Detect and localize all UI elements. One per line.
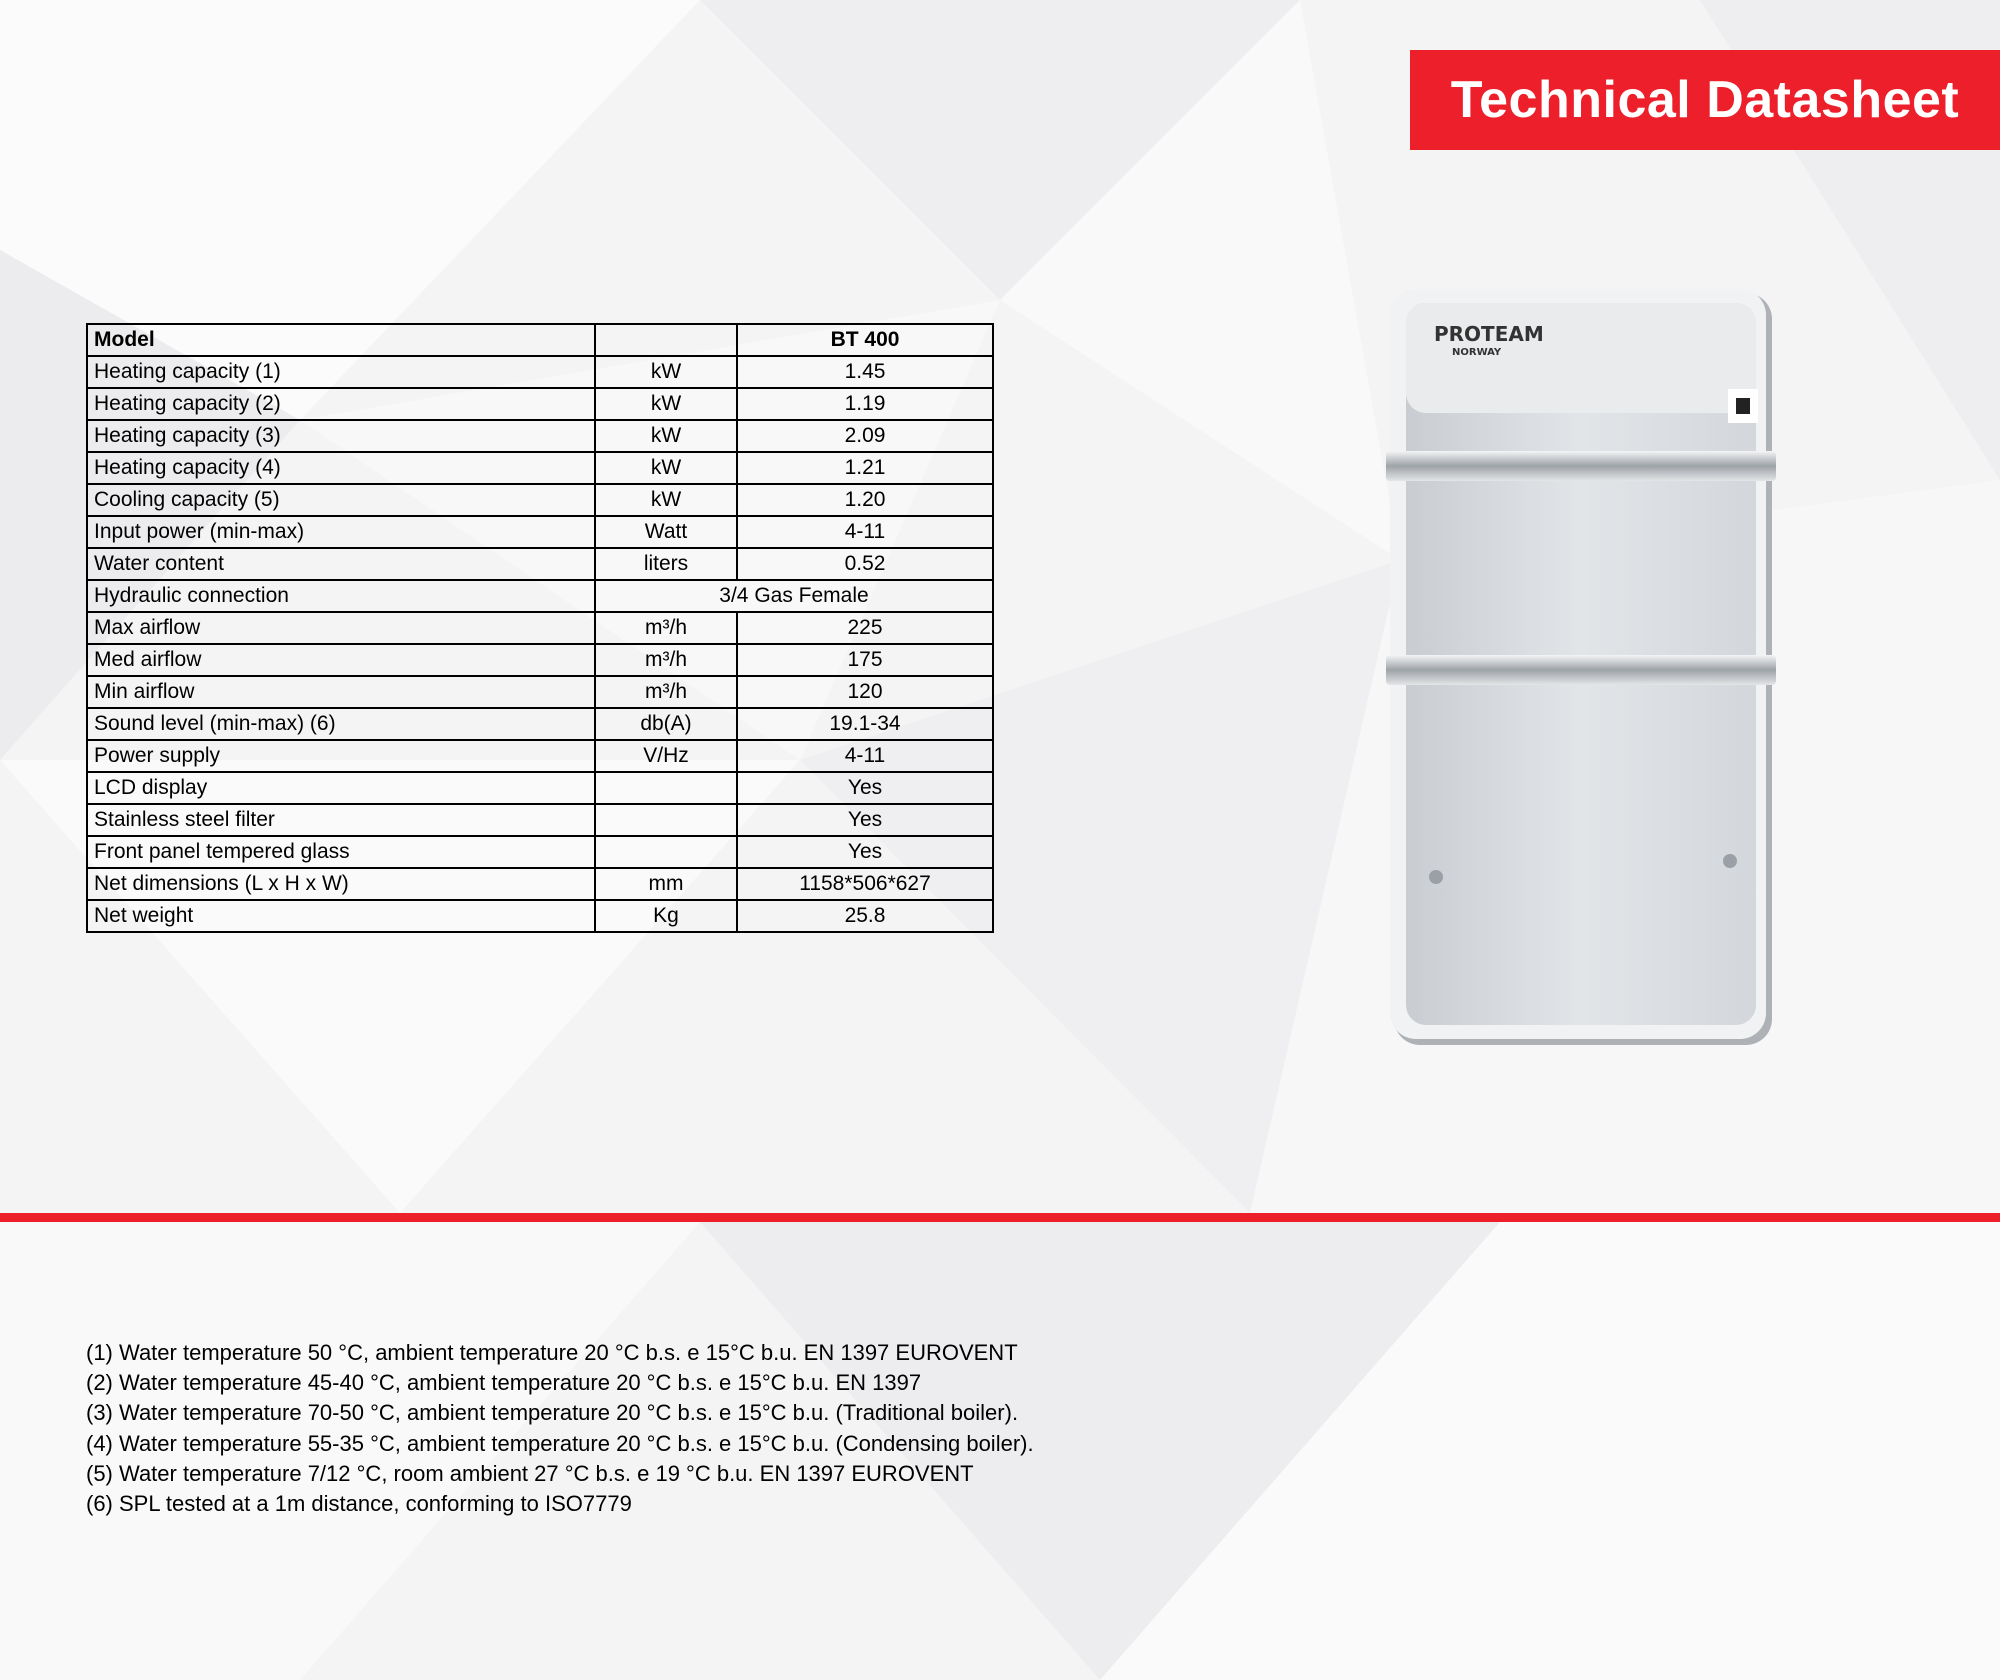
column-header-model: Model: [87, 324, 595, 356]
display-icon: [1736, 398, 1750, 414]
row-parameter: Med airflow: [87, 644, 595, 676]
row-value: 1.20: [737, 484, 993, 516]
row-unit: [595, 836, 737, 868]
row-parameter: Heating capacity (1): [87, 356, 595, 388]
row-unit: [595, 804, 737, 836]
row-value: Yes: [737, 772, 993, 804]
row-parameter: Water content: [87, 548, 595, 580]
table-row: [87, 580, 993, 612]
row-unit: liters: [595, 548, 737, 580]
row-value: Yes: [737, 836, 993, 868]
table-row: [87, 516, 993, 548]
row-value: 225: [737, 612, 993, 644]
column-header-unit: [595, 324, 737, 356]
row-value: 120: [737, 676, 993, 708]
table-row: [87, 484, 993, 516]
row-parameter: Heating capacity (4): [87, 452, 595, 484]
row-value: 25.8: [737, 900, 993, 932]
table-row: [87, 548, 993, 580]
table-row: [87, 644, 993, 676]
page-title: Technical Datasheet: [1410, 50, 2000, 150]
column-header-bt400: BT 400: [737, 324, 993, 356]
table-row: [87, 388, 993, 420]
row-parameter: Heating capacity (2): [87, 388, 595, 420]
spec-table-body: [87, 324, 993, 932]
table-header-row: [87, 324, 993, 356]
row-parameter: Front panel tempered glass: [87, 836, 595, 868]
row-unit: m³/h: [595, 676, 737, 708]
footnote: (6) SPL tested at a 1m distance, conforming to ISO7779: [86, 1491, 632, 1517]
row-value: Yes: [737, 804, 993, 836]
table-row: [87, 900, 993, 932]
row-unit: Watt: [595, 516, 737, 548]
row-parameter: Heating capacity (3): [87, 420, 595, 452]
spec-table: [86, 323, 994, 933]
product-image: [1380, 285, 1780, 1050]
row-parameter: Power supply: [87, 740, 595, 772]
row-value: 175: [737, 644, 993, 676]
row-parameter: LCD display: [87, 772, 595, 804]
row-unit: kW: [595, 388, 737, 420]
row-unit: kW: [595, 420, 737, 452]
row-value: 1.45: [737, 356, 993, 388]
row-value: 0.52: [737, 548, 993, 580]
table-row: [87, 804, 993, 836]
table-row: [87, 420, 993, 452]
row-parameter: Sound level (min-max) (6): [87, 708, 595, 740]
row-unit: mm: [595, 868, 737, 900]
row-parameter: Stainless steel filter: [87, 804, 595, 836]
table-row: [87, 868, 993, 900]
row-value: 1158*506*627: [737, 868, 993, 900]
row-value: 4-11: [737, 516, 993, 548]
table-row: [87, 452, 993, 484]
row-parameter: Min airflow: [87, 676, 595, 708]
row-unit: db(A): [595, 708, 737, 740]
row-parameter: Hydraulic connection: [87, 580, 595, 612]
table-row: [87, 708, 993, 740]
table-row: [87, 676, 993, 708]
row-parameter: Cooling capacity (5): [87, 484, 595, 516]
footnotes: [86, 1338, 1034, 1519]
row-value: 1.19: [737, 388, 993, 420]
row-parameter: Net weight: [87, 900, 595, 932]
table-row: [87, 836, 993, 868]
product-brand-sub: NORWAY: [1452, 347, 1502, 358]
product-brand: PROTEAM: [1434, 322, 1544, 346]
footnote: (4) Water temperature 55-35 °C, ambient temperature 20 °C b.s. e 15°C b.u. (Condensing boiler).: [86, 1430, 1034, 1456]
row-unit: Kg: [595, 900, 737, 932]
row-parameter: Net dimensions (L x H x W): [87, 868, 595, 900]
footnote: (5) Water temperature 7/12 °C, room ambient 27 °C b.s. e 19 °C b.u. EN 1397 EUROVENT: [86, 1460, 974, 1486]
table-row: [87, 612, 993, 644]
footnote: (1) Water temperature 50 °C, ambient temperature 20 °C b.s. e 15°C b.u. EN 1397 EUROVENT: [86, 1340, 1018, 1365]
row-value: 2.09: [737, 420, 993, 452]
row-unit: [595, 772, 737, 804]
row-unit: m³/h: [595, 644, 737, 676]
row-value: 4-11: [737, 740, 993, 772]
table-row: [87, 356, 993, 388]
row-unit: m³/h: [595, 612, 737, 644]
row-unit: kW: [595, 452, 737, 484]
row-unit: kW: [595, 356, 737, 388]
section-divider: [0, 1213, 2000, 1222]
row-parameter: Max airflow: [87, 612, 595, 644]
row-unit: kW: [595, 484, 737, 516]
row-value: 19.1-34: [737, 708, 993, 740]
footnote: (3) Water temperature 70-50 °C, ambient temperature 20 °C b.s. e 15°C b.u. (Traditional boiler).: [86, 1400, 1019, 1426]
footnote: (2) Water temperature 45-40 °C, ambient temperature 20 °C b.s. e 15°C b.u. EN 1397: [86, 1370, 922, 1396]
row-value: 1.21: [737, 452, 993, 484]
row-merged-value: 3/4 Gas Female: [595, 580, 993, 612]
table-row: [87, 740, 993, 772]
row-parameter: Input power (min-max): [87, 516, 595, 548]
row-unit: V/Hz: [595, 740, 737, 772]
table-row: [87, 772, 993, 804]
